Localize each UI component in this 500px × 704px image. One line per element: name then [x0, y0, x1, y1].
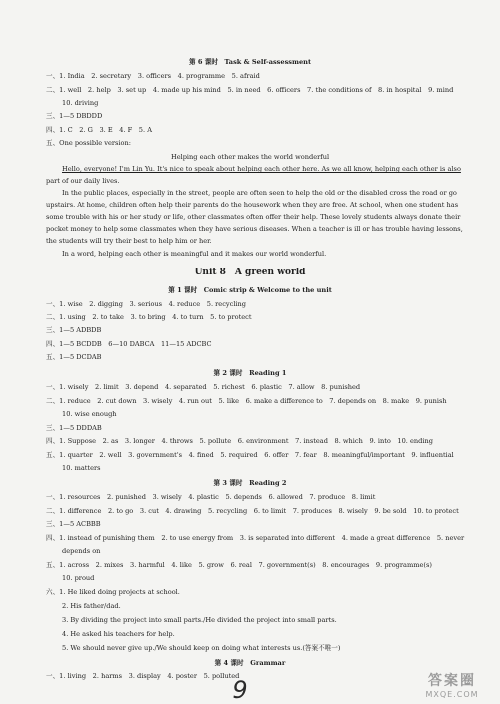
- text-line: 第 6 课时 Task & Self-assessment: [188, 58, 312, 66]
- text-line: 一、1. resources 2. punished 3. wisely 4. plastic 5. depends 6. allowed 7. produce 8. limit: [46, 493, 376, 501]
- watermark-logo: [408, 672, 496, 702]
- text-line: the students will try their best to help him or her.: [46, 237, 212, 245]
- text-line: 10. matters: [62, 464, 101, 472]
- text-line: 第 1 课时 Comic strip & Welcome to the unit: [168, 286, 332, 294]
- text-line: 二、1. well 2. help 3. set up 4. made up his mind 5. in need 6. officers 7. the conditions of 8. in hospital 9. mind: [46, 86, 454, 94]
- text-line: Helping each other makes the world wonderful: [170, 153, 330, 161]
- text-line: 一、1. India 2. secretary 3. officers 4. programme 5. afraid: [46, 72, 260, 80]
- text-line: 10. driving: [62, 99, 99, 107]
- text-line: 四、1. Suppose 2. as 3. longer 4. throws 5. pollute 6. environment 7. instead 8. which 9. into 10. ending: [46, 437, 433, 445]
- text-line: 五、1. quarter 2. well 3. government's 4. fined 5. required 6. offer 7. fear 8. meaningful/important 9. influential: [46, 451, 454, 459]
- text-line: 第 2 课时 Reading 1: [213, 369, 287, 377]
- text-line: 三、1—5 ACBBB: [46, 520, 101, 528]
- text-line: some trouble with his or her study or life, other classmates often offer their help. These lovely students always donate their: [46, 213, 461, 221]
- text-line: 四、1. C 2. G 3. E 4. F 5. A: [46, 126, 152, 134]
- text-line: 10. proud: [62, 574, 95, 582]
- text-line: In the public places, especially in the street, people are often seen to help the old or the disabled cross the road or go: [62, 189, 457, 197]
- text-line: Unit 8 A green world: [194, 268, 306, 277]
- text-line: 一、1. wisely 2. limit 3. depend 4. separated 5. richest 6. plastic 7. allow 8. punished: [46, 383, 361, 391]
- text-line: 六、1. He liked doing projects at school.: [46, 588, 180, 596]
- text-line: 二、1. reduce 2. cut down 3. wisely 4. run out 5. like 6. make a difference to 7. depends on 8. make 9. punish: [46, 397, 447, 405]
- text-line: 第 4 课时 Grammar: [214, 659, 286, 667]
- text-line: part of our daily lives.: [46, 177, 120, 185]
- text-line: 四、1. instead of punishing them 2. to use energy from 3. is separated into different 4. made a great difference 5. never: [46, 534, 465, 542]
- text-line: upstairs. At home, children often help their parents do the housework when they are free. At school, when one student has: [46, 201, 459, 209]
- text-line: 4. He asked his teachers for help.: [62, 630, 175, 638]
- text-line: 五、1—5 DCDAB: [46, 353, 102, 361]
- text-line: 二、1. using 2. to take 3. to bring 4. to turn 5. to protect: [46, 313, 252, 321]
- page-number: 9: [232, 676, 248, 704]
- text-line: In a word, helping each other is meaningful and it makes our world wonderful.: [62, 250, 327, 258]
- text-line: 五、One possible version:: [46, 139, 131, 147]
- text-line: Hello, everyone! I'm Lin Yu. It's nice to speak about helping each other here. As we all know, helping each other is also: [62, 165, 461, 173]
- watermark-text-cn: 答案圈: [428, 673, 476, 689]
- text-line: 10. wise enough: [62, 410, 117, 418]
- text-line: 三、1—5 DDDAB: [46, 424, 102, 432]
- text-line: 三、1—5 DBDDD: [46, 112, 103, 120]
- text-line: pocket money to help some classmates when they have serious diseases. When a teacher is ill or has trouble having lessons,: [46, 225, 463, 233]
- text-line: 三、1—5 ADBDB: [46, 326, 102, 334]
- text-line: 一、1. living 2. harms 3. display 4. poster 5. polluted: [46, 672, 240, 680]
- watermark-text-url: MXQE.COM: [425, 690, 479, 699]
- text-line: 五、1. across 2. mixes 3. harmful 4. like 5. grow 6. real 7. government(s) 8. encourages 9. programme(s): [46, 561, 432, 569]
- text-line: 2. His father/dad.: [62, 602, 121, 610]
- text-line: 四、1—5 BCDDB 6—10 DABCA 11—15 ADCBC: [46, 340, 212, 348]
- text-line: 一、1. wise 2. digging 3. serious 4. reduce 5. recycling: [46, 300, 246, 308]
- text-line: depends on: [62, 547, 101, 555]
- text-line: 3. By dividing the project into small parts./He divided the project into small parts.: [62, 616, 337, 624]
- text-line: 第 3 课时 Reading 2: [213, 479, 287, 487]
- text-line: 5. We should never give up./We should keep on doing what interests us.(答案不唯一): [62, 644, 341, 652]
- text-line: 二、1. difference 2. to go 3. cut 4. drawing 5. recycling 6. to limit 7. produces 8. wisely 9. be sold 10. to protect: [46, 507, 459, 515]
